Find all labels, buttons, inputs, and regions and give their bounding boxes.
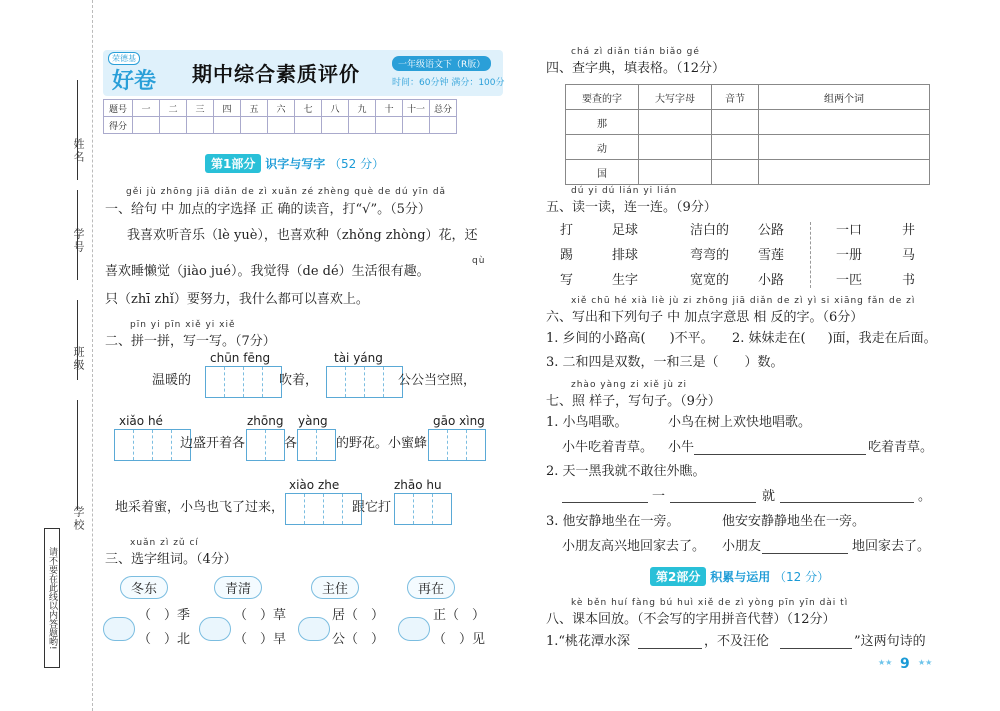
part1-badge: 第1部分 — [205, 154, 261, 173]
grid-cell[interactable] — [365, 367, 384, 397]
q5-col-objects — [902, 218, 915, 293]
q5-pinyin: dú yi dú lián yi lián — [571, 186, 678, 196]
name-line — [77, 80, 78, 180]
score-input-cell[interactable] — [133, 117, 160, 134]
list-item: 井 — [902, 223, 916, 238]
q5-col-verbs — [560, 218, 580, 293]
writing-grid-chunfeng[interactable] — [205, 366, 282, 398]
grid-cell[interactable] — [134, 430, 153, 460]
q7-e1a: 1. 小鸟唱歌。 — [546, 415, 628, 430]
q1-line1: 我喜欢听音乐（lè yuè），也喜欢种（zhǒng zhòng）花，还 — [127, 228, 478, 243]
q2-text-3: 公公当空照， — [398, 373, 477, 388]
answer-line[interactable] — [694, 454, 866, 455]
answer-line[interactable] — [638, 648, 702, 649]
q2-text-6: 的野花。小蜜蜂 — [336, 436, 428, 451]
writing-grid-taiyang[interactable] — [326, 366, 403, 398]
grid-cell[interactable] — [266, 430, 284, 460]
writing-grid-yang[interactable] — [297, 429, 336, 461]
score-input-cell[interactable] — [403, 117, 430, 134]
table-row — [566, 110, 930, 135]
dictionary-table — [565, 84, 930, 185]
writing-grid-gaoxing[interactable] — [428, 429, 486, 461]
q7-e3a: 3. 他安静地坐在一旁。 — [546, 514, 680, 529]
grid-cell[interactable] — [327, 367, 346, 397]
score-table — [103, 99, 457, 134]
q7-title: 七、照 样子，写句子。（9分） — [546, 394, 721, 409]
grid-cell[interactable] — [153, 430, 172, 460]
q1-line2-pinyin: qù — [472, 256, 486, 266]
q7-e1d: 小牛 — [668, 440, 695, 455]
grid-cell[interactable] — [448, 430, 467, 460]
q7-e1b: 小鸟在树上欢快地唱歌。 — [668, 415, 812, 430]
list-item: 打 — [560, 223, 574, 238]
grid-cell[interactable] — [298, 430, 317, 460]
q7-e3d: 小朋友 — [722, 539, 762, 554]
dict-answer-cell[interactable] — [759, 110, 930, 135]
dict-answer-cell[interactable] — [639, 160, 712, 185]
q2-title: 二、拼一拼，写一写。（7分） — [105, 334, 276, 349]
dict-header: 要查的字 — [566, 85, 639, 110]
q3-pair-1: 冬东 — [120, 576, 168, 599]
list-item: 雪莲 — [758, 248, 785, 263]
q3-blank[interactable]: （ ）草 — [234, 608, 287, 623]
grid-cell[interactable] — [324, 494, 343, 524]
part2-title: 积累与运用 — [710, 570, 771, 584]
list-item: 弯弯的 — [690, 248, 730, 263]
part1-score: （52 分） — [329, 157, 385, 171]
q4-pinyin: chá zì diǎn tián biǎo gé — [571, 47, 700, 57]
dict-answer-cell[interactable] — [759, 135, 930, 160]
q7-e1c: 小牛吃着青草。 — [562, 440, 654, 455]
grid-cell[interactable] — [286, 494, 305, 524]
writing-grid-xiaozhe[interactable] — [285, 493, 362, 525]
score-cell: 总分 — [430, 100, 457, 117]
q6-pinyin: xiě chū hé xià liè jù zi zhōng jiā diǎn de zì yì si xiāng fǎn de zì — [571, 296, 916, 306]
grid-cell[interactable] — [225, 367, 244, 397]
list-item: 书 — [902, 273, 916, 288]
q5-col-balls — [612, 218, 638, 293]
grid-cell[interactable] — [346, 367, 365, 397]
q8-l1b: ，不及汪伦 — [704, 634, 770, 649]
dict-char: 动 — [566, 135, 639, 160]
score-input-cell[interactable] — [376, 117, 403, 134]
q5-col-adj — [690, 218, 729, 293]
logo-word: 好卷 — [112, 68, 157, 94]
q2-text-1: 温暖的 — [152, 373, 192, 388]
grid-cell[interactable] — [247, 430, 266, 460]
part1-title: 识字与写字 — [265, 157, 326, 171]
q8-pinyin: kè běn huí fàng bú huì xiě de zì yòng pīn yīn dài tì — [571, 598, 849, 608]
part2-heading — [650, 567, 829, 586]
q7-e2b: 就 — [762, 489, 776, 504]
grid-cell[interactable] — [244, 367, 263, 397]
answer-line[interactable] — [670, 502, 756, 503]
q3-pinyin: xuǎn zì zǔ cí — [130, 538, 199, 548]
q5-divider — [810, 222, 811, 288]
dict-header: 大写字母 — [639, 85, 712, 110]
q8-l1a: 1.“桃花潭水深 — [546, 634, 631, 649]
q7-e2a: 一 — [652, 489, 666, 504]
school-label: 学校 — [72, 506, 85, 532]
school-line — [77, 400, 78, 510]
score-row-label: 得分 — [104, 117, 133, 134]
notice-box: 请不要在此线以内答题哟! — [44, 528, 60, 668]
q2-text-2: 吹着， — [279, 373, 319, 388]
q4-title: 四、查字典，填表格。（12分） — [546, 61, 726, 76]
q7-e3b: 他安安静静地坐在一旁。 — [722, 514, 866, 529]
q1-title: 一、给句 中 加点的字选择 正 确的读音，打“√”。（5分） — [105, 202, 431, 217]
grid-cell[interactable] — [395, 494, 414, 524]
table-row — [566, 135, 930, 160]
dict-answer-cell[interactable] — [639, 135, 712, 160]
list-item: 足球 — [612, 223, 639, 238]
grid-cell[interactable] — [206, 367, 225, 397]
class-label: 班级 — [72, 346, 85, 372]
dict-header-row — [566, 85, 930, 110]
q7-e1e: 吃着青草。 — [868, 440, 934, 455]
q2-pinyin-chunfeng: chūn fēng — [210, 351, 271, 365]
part2-score: （12 分） — [774, 570, 830, 584]
q3-blank[interactable]: 公（ ） — [332, 632, 385, 647]
list-item: 小路 — [758, 273, 785, 288]
score-input-cell[interactable] — [430, 117, 457, 134]
q2-text-7: 地采着蜜，小鸟也飞了过来， — [115, 500, 285, 515]
score-cell: 三 — [187, 100, 214, 117]
list-item: 写 — [560, 273, 574, 288]
q3-blank[interactable]: 正（ ） — [433, 608, 486, 623]
q5-col-nouns — [758, 218, 784, 293]
grid-cell[interactable] — [305, 494, 324, 524]
brand-logo — [106, 52, 166, 92]
name-label: 姓名 — [72, 138, 85, 164]
q5-col-measure — [836, 218, 862, 293]
score-cell: 题号 — [104, 100, 133, 117]
q3-blank[interactable]: （ ）见 — [433, 632, 486, 647]
answer-line[interactable] — [762, 553, 848, 554]
list-item: 一口 — [836, 223, 863, 238]
q1-pinyin: gěi jù zhōng jiā diǎn de zì xuǎn zé zhèng què de dú yīn dǎ — [126, 187, 447, 197]
q2-pinyin-zhong: zhōng — [247, 414, 284, 428]
cloud-icon — [298, 617, 330, 641]
dict-answer-cell[interactable] — [712, 160, 759, 185]
score-cell: 九 — [349, 100, 376, 117]
q8-l1c: ”这两句诗的 — [854, 634, 926, 649]
dict-answer-cell[interactable] — [712, 135, 759, 160]
q7-e2: 2. 天一黑我就不敢往外瞧。 — [546, 464, 706, 479]
dict-char: 那 — [566, 110, 639, 135]
score-input-cell[interactable] — [160, 117, 187, 134]
answer-line[interactable] — [562, 502, 648, 503]
q6-title: 六、写出和下列句子 中 加点字意思 相 反的字。（6分） — [546, 310, 864, 325]
exam-title: 期中综合素质评价 — [192, 62, 360, 86]
q6-s2: 2. 妹妹走在( )面，我走在后面。 — [732, 331, 937, 346]
q1-line2: 喜欢睡懒觉（jiào jué）。我觉得（de dé）生活很有趣。 — [105, 264, 430, 279]
grid-cell[interactable] — [429, 430, 448, 460]
cloud-icon — [398, 617, 430, 641]
score-input-cell[interactable] — [187, 117, 214, 134]
part2-badge: 第2部分 — [650, 567, 706, 586]
q1-line3: 只（zhī zhǐ）要努力，我什么都可以喜欢上。 — [105, 292, 369, 307]
q2-text-4: 边盛开着各 — [180, 436, 246, 451]
cloud-icon — [103, 617, 135, 641]
list-item: 公路 — [758, 223, 785, 238]
q2-text-5: 各 — [284, 436, 298, 451]
list-item: 生字 — [612, 273, 639, 288]
list-item: 踢 — [560, 248, 574, 263]
list-item: 一册 — [836, 248, 863, 263]
score-input-cell[interactable] — [268, 117, 295, 134]
list-item: 排球 — [612, 248, 639, 263]
list-item: 宽宽的 — [690, 273, 730, 288]
score-input-cell[interactable] — [349, 117, 376, 134]
q6-s3: 3. 二和四是双数，一和三是（ ）数。 — [546, 355, 784, 370]
score-input-cell[interactable] — [214, 117, 241, 134]
score-header-row — [104, 100, 457, 117]
answer-line[interactable] — [780, 648, 852, 649]
dict-header: 组两个词 — [759, 85, 930, 110]
score-cell: 一 — [133, 100, 160, 117]
writing-grid-zhong[interactable] — [246, 429, 285, 461]
q2-text-8: 跟它打 — [352, 500, 392, 515]
q3-blank[interactable]: （ ）北 — [138, 632, 191, 647]
score-input-cell[interactable] — [295, 117, 322, 134]
q2-pinyin-xiaozhe: xiào zhe — [289, 478, 340, 492]
star-decoration-icon: ★★ — [918, 658, 933, 667]
list-item: 洁白的 — [690, 223, 730, 238]
dict-char: 国 — [566, 160, 639, 185]
answer-line[interactable] — [780, 502, 914, 503]
q2-pinyin-gaoxing: gāo xìng — [433, 414, 485, 428]
q3-pair-4: 再在 — [407, 576, 455, 599]
score-cell: 四 — [214, 100, 241, 117]
grid-cell[interactable] — [433, 494, 451, 524]
q2-pinyin-yang: yàng — [298, 414, 328, 428]
score-cell: 二 — [160, 100, 187, 117]
id-label: 学号 — [72, 228, 85, 254]
score-cell: 十 — [376, 100, 403, 117]
q2-pinyin-taiyang: tài yáng — [334, 351, 383, 365]
dict-answer-cell[interactable] — [759, 160, 930, 185]
q3-pair-2: 青清 — [214, 576, 262, 599]
page-number: 9 — [900, 656, 910, 672]
dict-header: 音节 — [712, 85, 759, 110]
score-input-cell[interactable] — [241, 117, 268, 134]
q3-blank[interactable]: 居（ ） — [332, 608, 385, 623]
table-row — [566, 160, 930, 185]
dict-answer-cell[interactable] — [639, 110, 712, 135]
q3-blank[interactable]: （ ）早 — [234, 632, 287, 647]
q3-pair-3: 主住 — [311, 576, 359, 599]
list-item: 一匹 — [836, 273, 863, 288]
grid-cell[interactable] — [414, 494, 433, 524]
grid-cell[interactable] — [317, 430, 335, 460]
q3-title: 三、选字组词。（4分） — [105, 552, 237, 567]
q6-s1: 1. 乡间的小路高( )不平。 — [546, 331, 714, 346]
q7-e2c: 。 — [918, 489, 932, 504]
q3-blank[interactable]: （ ）季 — [138, 608, 191, 623]
logo-tag: 荣德基 — [108, 52, 140, 65]
grid-cell[interactable] — [467, 430, 485, 460]
grid-cell[interactable] — [115, 430, 134, 460]
q5-title: 五、读一读，连一连。（9分） — [546, 200, 717, 215]
list-item: 马 — [902, 248, 916, 263]
part1-heading — [205, 154, 384, 173]
dict-answer-cell[interactable] — [712, 110, 759, 135]
score-value-row — [104, 117, 457, 134]
q8-title: 八、课本回放。（不会写的字用拼音代替）（12分） — [546, 612, 836, 627]
score-cell: 十一 — [403, 100, 430, 117]
cloud-icon — [199, 617, 231, 641]
q7-e3e: 地回家去了。 — [852, 539, 931, 554]
star-decoration-icon: ★★ — [878, 658, 893, 667]
q2-pinyin: pīn yi pīn xiě yi xiě — [130, 320, 236, 330]
score-cell: 七 — [295, 100, 322, 117]
score-cell: 五 — [241, 100, 268, 117]
score-cell: 六 — [268, 100, 295, 117]
score-cell: 八 — [322, 100, 349, 117]
writing-grid-zhaohu[interactable] — [394, 493, 452, 525]
q7-e3c: 小朋友高兴地回家去了。 — [562, 539, 706, 554]
q2-pinyin-xiaohe: xiǎo hé — [119, 414, 163, 428]
score-input-cell[interactable] — [322, 117, 349, 134]
grade-badge: 一年级语文下（R版） — [392, 56, 491, 71]
q7-pinyin: zhào yàng zi xiě jù zi — [571, 380, 688, 390]
exam-meta: 时间：60分钟 满分：100分 — [392, 78, 505, 88]
q2-pinyin-zhaohu: zhāo hu — [394, 478, 442, 492]
